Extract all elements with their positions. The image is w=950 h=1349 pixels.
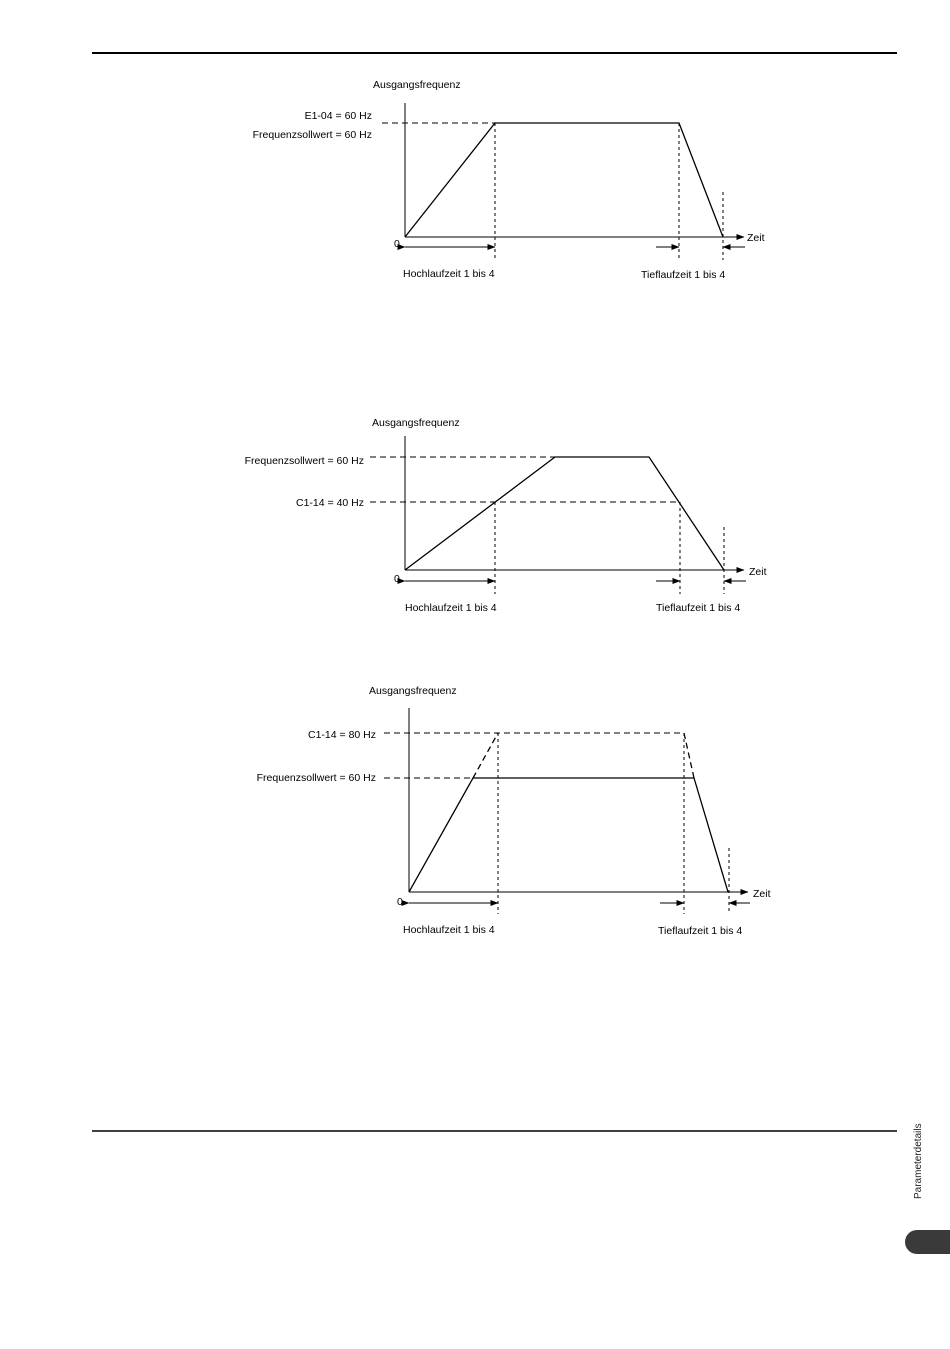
decel-time-label: Tieflaufzeit 1 bis 4: [641, 269, 726, 281]
frequency-curve: [405, 457, 724, 570]
virtual-decel-ramp: [684, 733, 694, 778]
level-label-e1-04: E1-04 = 60 Hz: [304, 110, 372, 122]
level-label-c1-14: C1-14 = 40 Hz: [296, 497, 364, 509]
diagram-1: [253, 79, 765, 281]
level-label-c1-14: C1-14 = 80 Hz: [308, 729, 376, 741]
diagram-2: [245, 417, 767, 614]
accel-time-label: Hochlaufzeit 1 bis 4: [405, 602, 497, 614]
level-label-sollwert: Frequenzsollwert = 60 Hz: [252, 129, 372, 141]
virtual-accel-ramp: [473, 733, 498, 778]
x-axis-label: Zeit: [749, 566, 767, 578]
side-tab: [905, 1230, 950, 1254]
frequency-curve: [409, 778, 728, 892]
side-tab-label: Parameterdetails: [913, 1123, 924, 1199]
y-axis-label: Ausgangsfrequenz: [372, 417, 460, 429]
y-axis-label: Ausgangsfrequenz: [369, 685, 457, 697]
y-axis-label: Ausgangsfrequenz: [373, 79, 461, 91]
origin-label: 0: [397, 896, 403, 908]
x-axis-label: Zeit: [753, 888, 771, 900]
decel-time-label: Tieflaufzeit 1 bis 4: [658, 925, 743, 937]
diagram-3: [257, 685, 771, 937]
decel-time-label: Tieflaufzeit 1 bis 4: [656, 602, 741, 614]
level-label-sollwert: Frequenzsollwert = 60 Hz: [244, 455, 364, 467]
origin-label: 0: [394, 238, 400, 250]
accel-time-label: Hochlaufzeit 1 bis 4: [403, 924, 495, 936]
origin-label: 0: [394, 573, 400, 585]
accel-time-label: Hochlaufzeit 1 bis 4: [403, 268, 495, 280]
x-axis-label: Zeit: [747, 232, 765, 244]
level-label-sollwert: Frequenzsollwert = 60 Hz: [256, 772, 376, 784]
frequency-curve: [405, 123, 723, 237]
